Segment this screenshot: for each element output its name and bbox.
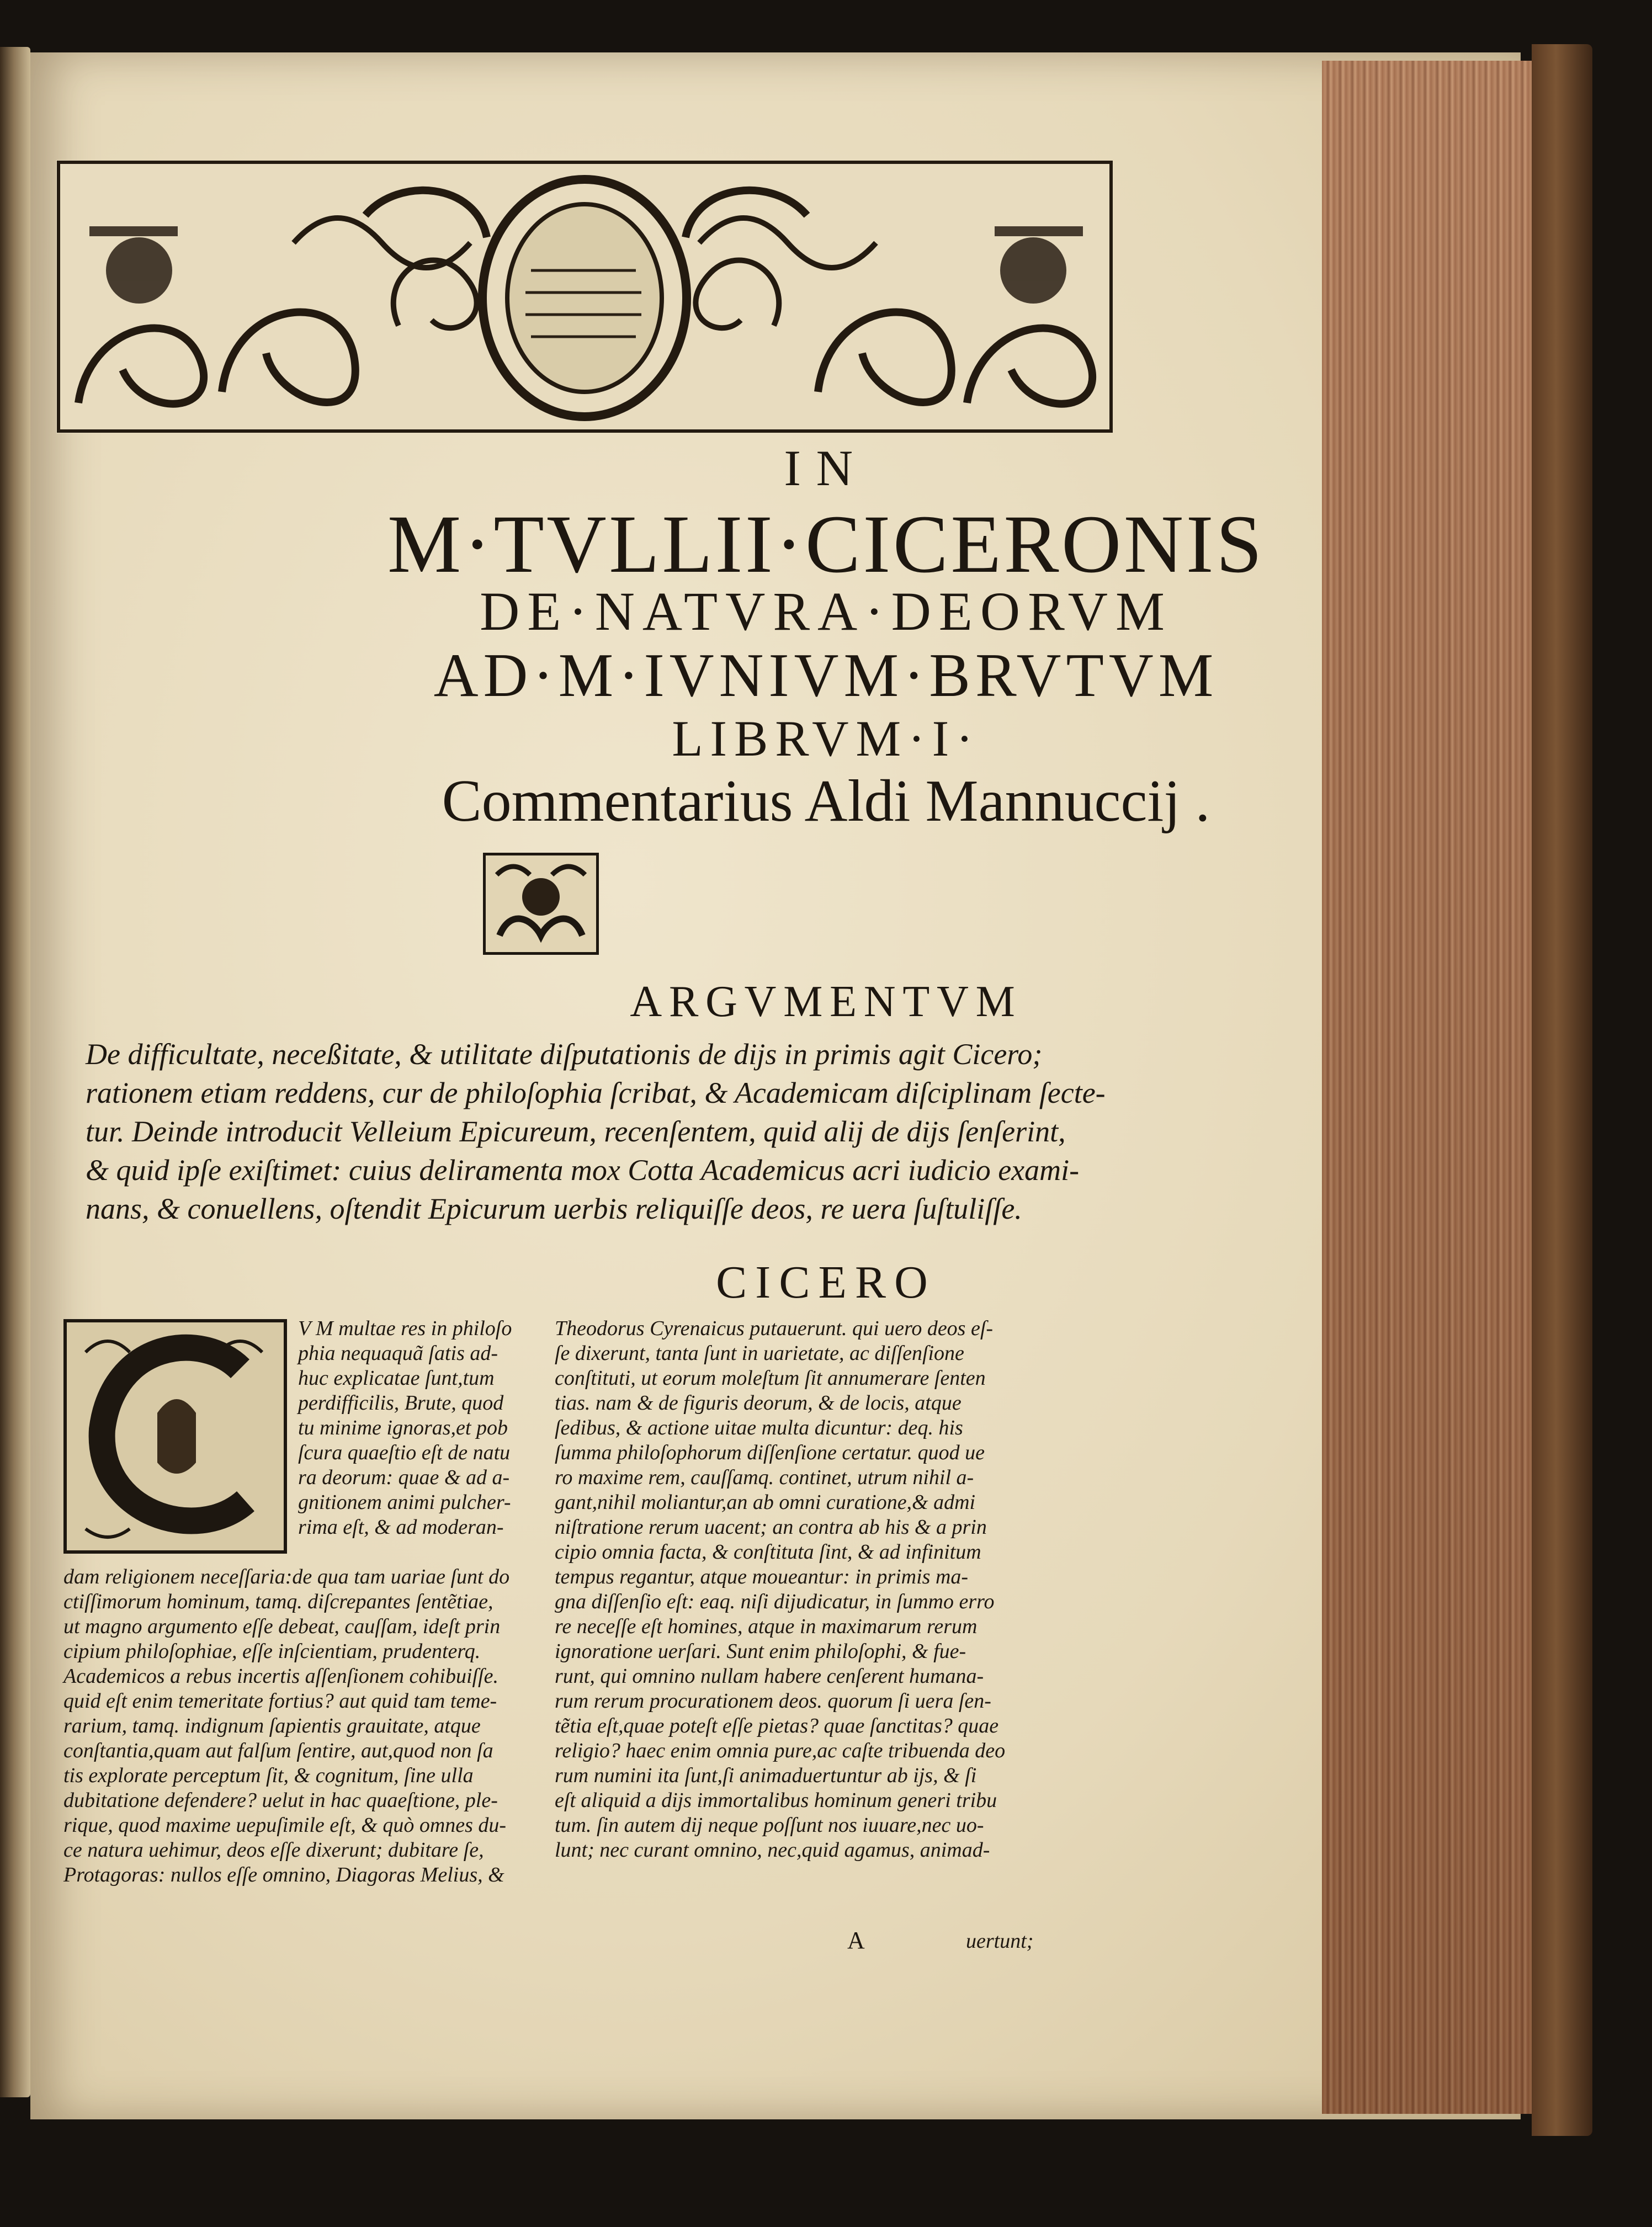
heading-commentary: Commentarius Aldi Mannuccij . <box>442 768 1210 834</box>
text-column-left: dam religionem neceſſaria:de qua tam uariae ſunt do ctiſſimorum hominum, tamq. diſcrepantes ſentẽtiae, ut magno argumento eſſe debeat, cauſſam, ideſt prin cipium philoſophiae, eſſe inſcientiam, prudenterq. Academicos a rebus incertis aſſenſionem cohibuiſſe. quid eſt enim temeritate fortius? aut quid tam teme- rarium, tamq. indignum ſapientis grauitate, atque conſtantia,quam aut falſum ſentire, aut,quod non ſa tis explorate perceptum ſit, & cognitum, ſine ulla dubitatione defendere? uelut in hac quaeſtione, ple- rique, quod maxime uериſimile eſt, & quò omnes du- ce natura uehimur, deos eſſe dixerunt; dubitare ſe, Protagoras: nullos eſſe omnino, Diagoras Melius, & <box>63 1565 510 1886</box>
catchword: uertunt; <box>966 1930 1034 1953</box>
text-column-left-top: V M multae res in philoſo phia nequaquã ſatis ad- huc explicatae ſunt,tum perdifficilis, Brute, quod tu minime ignoras,et pob ſcura quaeſtio eſt de natu ra deorum: quae & ad a- gnitionem animi pulcher- rima eſt, & ad moderan- <box>298 1317 512 1539</box>
argumentum-heading: ARGVMENTVM <box>630 977 1022 1026</box>
facing-page-edge <box>0 47 30 2097</box>
heading-author: M·TVLLII·CICERONIS <box>387 498 1265 590</box>
page-fore-edge <box>1322 61 1537 2114</box>
argumentum-paragraph: De difficultate, neceßitate, & utilitate diſputationis de dijs in primis agit Cicero; rationem etiam reddens, cur de philoſophia ſcribat, & Academicam diſciplinam ſecte- tur. Deinde introducit Velleium Epicureum, recenſentem, quid alij de dijs ſenſerint, & quid ipſe exiſtimet: cuius deliramenta mox Cotta Academicus acri iudicio exami- nans, & conuellens, oſtendit Epicurum uerbis reliquiſſe deos, re uera ſuſtuliſſe. <box>86 1038 1106 1225</box>
heading-work-title: DE·NATVRA·DEORVM <box>480 581 1172 642</box>
heading-dedication: AD·M·IVNIVM·BRVTVM <box>433 641 1219 710</box>
text-column-right: Theodorus Cyrenaicus putauerunt. qui uero deos eſ- ſe dixerunt, tanta ſunt in uarietate, ac diſſenſione conſtituti, ut eorum moleſtum ſit annumerare ſenten tias. nam & de figuris deorum, & de locis, atque ſedibus, & actione uitae multa dicuntur: deq. his ſumma philoſophorum diſſenſione certatur. quod ue ro maxime rem, cauſſamq. continet, utrum nihil a- gant,nihil moliantur,an ab omni curatione,& admi niſtratione rerum uacent; an contra ab his & a prin cipio omnia facta, & conſtituta ſint, & ad infinitum tempus regantur, atque moueantur: in primis ma- gna diſſenſio eſt: eaq. niſi dijudicatur, in ſummo erro re neceſſe eſt homines, atque in maximarum rerum ignoratione uerſari. Sunt enim philoſophi, & fue- runt, qui omnino nullam habere cenſerent humana- rum rerum procurationem deos. quorum ſi uera ſen- tẽtia eſt,quae poteſt eſſe pietas? quae ſanctitas? quae religio? haec enim omnia pure,ac caſte tribuenda deo rum numini ita ſunt,ſi animaduertuntur ab ijs, & ſi eſt aliquid a dijs immortalibus hominum generi tribu tum. ſin autem dij neque poſſunt nos iuuare,nec uo- lunt; nec curant omnino, nec,quid agamus, animad- <box>555 1317 1006 1862</box>
book-cover-edge <box>1532 44 1592 2136</box>
signature-mark: A <box>847 1927 865 1954</box>
historiated-initial-c <box>63 1319 287 1554</box>
heading-book-number: LIBRVM·I· <box>672 710 980 767</box>
woodcut-headpiece <box>56 160 1113 433</box>
cicero-heading: CICERO <box>716 1257 936 1308</box>
fleuron-ornament <box>483 853 599 955</box>
heading-in: IN <box>784 440 868 496</box>
